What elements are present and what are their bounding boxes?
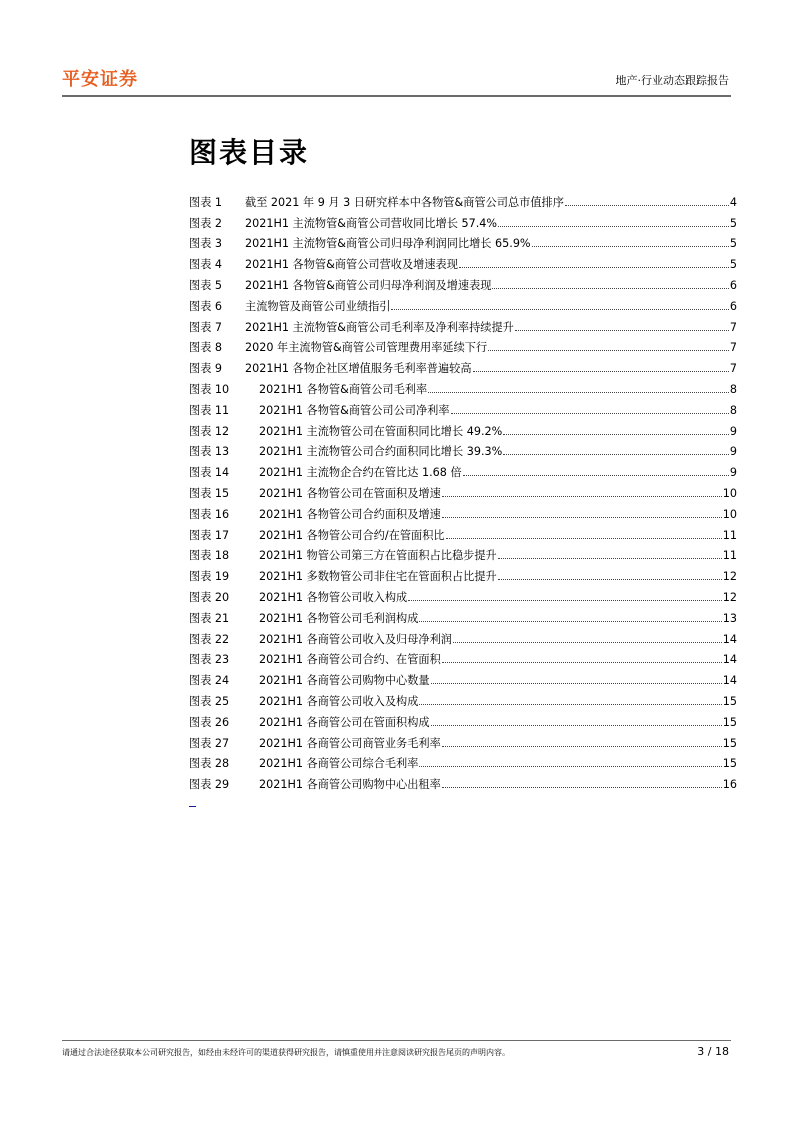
toc-entry-page: 14 xyxy=(722,653,737,667)
toc-dot-leader xyxy=(442,745,722,747)
toc-dot-leader xyxy=(442,516,722,518)
toc-entry[interactable] xyxy=(189,687,737,708)
page-number: 3 / 18 xyxy=(697,1045,729,1058)
toc-entry-title: 2021H1 多数物管公司非住宅在管面积占比提升 xyxy=(259,570,497,584)
toc-entry-label: 图表 23 xyxy=(189,653,230,667)
toc-entry-page: 8 xyxy=(729,403,737,417)
toc-dot-leader xyxy=(442,661,722,663)
toc-entry-label: 图表 28 xyxy=(189,757,230,771)
toc-dot-leader xyxy=(565,204,729,206)
toc-dot-leader xyxy=(391,308,728,310)
toc-entry-page: 4 xyxy=(729,195,737,209)
toc-entry[interactable] xyxy=(189,750,737,771)
toc-entry-title: 2021H1 各商管公司合约、在管面积 xyxy=(259,653,441,667)
toc-entry-title: 2021H1 各商管公司在管面积构成 xyxy=(259,715,430,729)
toc-entry[interactable] xyxy=(189,334,737,355)
toc-entry-label: 图表 2 xyxy=(189,216,223,230)
toc-dot-leader xyxy=(532,245,729,247)
toc-entry-title: 2021H1 各物管公司收入构成 xyxy=(259,590,408,604)
toc-dot-leader xyxy=(498,578,722,580)
toc-dot-leader xyxy=(498,557,722,559)
toc-entry-title: 主流物管及商管公司业绩指引 xyxy=(245,299,391,313)
toc-entry-label: 图表 3 xyxy=(189,237,223,251)
toc-entry-label: 图表 14 xyxy=(189,466,230,480)
toc-entry-title: 2021H1 各商管公司购物中心出租率 xyxy=(259,778,441,792)
toc-entry-page: 5 xyxy=(729,258,737,272)
toc-entry[interactable] xyxy=(189,375,737,396)
toc-entry-title: 2021H1 各商管公司收入及归母净利润 xyxy=(259,632,452,646)
toc-entry-page: 10 xyxy=(722,507,737,521)
toc-entry-label: 图表 17 xyxy=(189,528,230,542)
toc-dot-leader xyxy=(459,266,729,268)
toc-entry-title: 2021H1 主流物企合约在管比达 1.68 倍 xyxy=(259,466,462,480)
toc-dot-leader xyxy=(442,786,722,788)
toc-entry-title: 2021H1 各物企社区增值服务毛利率普遍较高 xyxy=(245,362,472,376)
toc-entry-page: 11 xyxy=(722,528,737,542)
toc-entry-title: 2021H1 各商管公司收入及构成 xyxy=(259,694,419,708)
toc-dot-leader xyxy=(419,765,721,767)
toc-dot-leader xyxy=(503,453,729,455)
toc-entry-page: 12 xyxy=(722,590,737,604)
toc-entry[interactable] xyxy=(189,188,737,209)
toc-entry-page: 5 xyxy=(729,216,737,230)
toc-entry[interactable] xyxy=(189,209,737,230)
toc-entry-label: 图表 20 xyxy=(189,590,230,604)
toc-entry-label: 图表 5 xyxy=(189,278,223,292)
stray-link-mark xyxy=(189,806,196,807)
toc-entry[interactable] xyxy=(189,583,737,604)
toc-entry[interactable] xyxy=(189,708,737,729)
toc-entry-page: 15 xyxy=(722,757,737,771)
toc-dot-leader xyxy=(419,703,721,705)
toc-entry-label: 图表 25 xyxy=(189,694,230,708)
toc-entry[interactable] xyxy=(189,666,737,687)
toc-dot-leader xyxy=(498,225,729,227)
toc-dot-leader xyxy=(473,370,729,372)
toc-dot-leader xyxy=(503,433,729,435)
toc-entry-page: 8 xyxy=(729,382,737,396)
toc-entry-title: 2021H1 各商管公司购物中心数量 xyxy=(259,674,430,688)
toc-entry-page: 14 xyxy=(722,632,737,646)
toc-entry-title: 2021H1 各商管公司综合毛利率 xyxy=(259,757,419,771)
toc-entry-page: 7 xyxy=(729,362,737,376)
toc-entry-page: 9 xyxy=(729,424,737,438)
toc-entry-label: 图表 19 xyxy=(189,570,230,584)
toc-entry[interactable] xyxy=(189,354,737,375)
toc-entry-title: 2021H1 各物管&商管公司归母净利润及增速表现 xyxy=(245,278,492,292)
toc-entry-title: 2020 年主流物管&商管公司管理费用率延续下行 xyxy=(245,341,488,355)
toc-entry[interactable] xyxy=(189,396,737,417)
toc-entry[interactable] xyxy=(189,230,737,251)
toc-entry[interactable] xyxy=(189,604,737,625)
toc-entry-page: 15 xyxy=(722,715,737,729)
toc-dot-leader xyxy=(408,599,722,601)
footer-divider xyxy=(62,1040,731,1041)
toc-entry-page: 15 xyxy=(722,694,737,708)
toc-dot-leader xyxy=(431,724,722,726)
toc-entry[interactable] xyxy=(189,542,737,563)
toc-entry-label: 图表 24 xyxy=(189,674,230,688)
toc-entry[interactable] xyxy=(189,562,737,583)
toc-entry-label: 图表 21 xyxy=(189,611,230,625)
toc-dot-leader xyxy=(419,620,721,622)
toc-entry-page: 6 xyxy=(729,278,737,292)
toc-dot-leader xyxy=(446,537,722,539)
toc-entry-page: 12 xyxy=(722,570,737,584)
toc-entry-label: 图表 22 xyxy=(189,632,230,646)
toc-entry-title: 2021H1 主流物管&商管公司营收同比增长 57.4% xyxy=(245,216,498,230)
toc-entry-title: 2021H1 物管公司第三方在管面积占比稳步提升 xyxy=(259,549,497,563)
toc-dot-leader xyxy=(428,391,729,393)
toc-entry[interactable] xyxy=(189,250,737,271)
toc-entry[interactable] xyxy=(189,500,737,521)
toc-entry-page: 9 xyxy=(729,466,737,480)
toc-entry-label: 图表 29 xyxy=(189,778,230,792)
toc-entry-page: 7 xyxy=(729,341,737,355)
toc-entry[interactable] xyxy=(189,438,737,459)
toc-entry-page: 5 xyxy=(729,237,737,251)
toc-entry[interactable] xyxy=(189,646,737,667)
toc-entry[interactable] xyxy=(189,770,737,791)
toc-entry-label: 图表 18 xyxy=(189,549,230,563)
toc-dot-leader xyxy=(488,349,729,351)
toc-entry-label: 图表 9 xyxy=(189,362,223,376)
toc-entry-title: 2021H1 各商管公司商管业务毛利率 xyxy=(259,736,441,750)
toc-entry-label: 图表 6 xyxy=(189,299,223,313)
toc-entry-page: 9 xyxy=(729,445,737,459)
toc-heading: 图表目录 xyxy=(189,136,310,169)
toc-dot-leader xyxy=(431,682,722,684)
toc-entry-title: 2021H1 各物管&商管公司毛利率 xyxy=(259,382,428,396)
toc-entry-page: 11 xyxy=(722,549,737,563)
brand-logo: 平安证券 xyxy=(62,69,138,90)
toc-entry-label: 图表 26 xyxy=(189,715,230,729)
toc-dot-leader xyxy=(442,495,722,497)
toc-entry-page: 15 xyxy=(722,736,737,750)
toc-entry-title: 截至 2021 年 9 月 3 日研究样本中各物管&商管公司总市值排序 xyxy=(245,195,564,209)
header-divider xyxy=(62,95,731,97)
toc-entry[interactable] xyxy=(189,417,737,438)
toc-entry[interactable] xyxy=(189,625,737,646)
toc-entry-page: 10 xyxy=(722,486,737,500)
toc-entry-label: 图表 4 xyxy=(189,258,223,272)
toc-dot-leader xyxy=(453,641,722,643)
toc-entry-label: 图表 27 xyxy=(189,736,230,750)
report-type-label: 地产·行业动态跟踪报告 xyxy=(615,74,729,87)
toc-entry-title: 2021H1 各物管公司合约/在管面积比 xyxy=(259,528,445,542)
toc-entry-page: 14 xyxy=(722,674,737,688)
toc-entry[interactable] xyxy=(189,729,737,750)
toc-dot-leader xyxy=(451,412,729,414)
toc-entry-title: 2021H1 主流物管&商管公司归母净利润同比增长 65.9% xyxy=(245,237,531,251)
toc-entry-label: 图表 16 xyxy=(189,507,230,521)
toc-entry-label: 图表 10 xyxy=(189,382,230,396)
toc-entry-page: 16 xyxy=(722,778,737,792)
footer-disclaimer: 请通过合法途径获取本公司研究报告，如经由未经许可的渠道获得研究报告，请慎重使用并注意阅读研究报告尾页的声明内容。 xyxy=(62,1048,510,1057)
toc-entry-label: 图表 13 xyxy=(189,445,230,459)
toc-entry-title: 2021H1 主流物管公司在管面积同比增长 49.2% xyxy=(259,424,503,438)
toc-entry[interactable] xyxy=(189,313,737,334)
toc-entry-label: 图表 11 xyxy=(189,403,230,417)
toc-entry[interactable] xyxy=(189,271,737,292)
toc-entry-label: 图表 15 xyxy=(189,486,230,500)
toc-dot-leader xyxy=(515,329,729,331)
toc-entry-title: 2021H1 各物管公司在管面积及增速 xyxy=(259,486,441,500)
toc-entry[interactable] xyxy=(189,521,737,542)
toc-list xyxy=(189,188,737,791)
toc-entry[interactable] xyxy=(189,292,737,313)
toc-dot-leader xyxy=(492,287,728,289)
toc-entry[interactable] xyxy=(189,458,737,479)
toc-entry-page: 13 xyxy=(722,611,737,625)
toc-entry-title: 2021H1 各物管公司合约面积及增速 xyxy=(259,507,441,521)
toc-entry-label: 图表 8 xyxy=(189,341,223,355)
toc-entry-label: 图表 7 xyxy=(189,320,223,334)
toc-entry[interactable] xyxy=(189,479,737,500)
toc-entry-label: 图表 12 xyxy=(189,424,230,438)
toc-entry-title: 2021H1 各物管&商管公司公司净利率 xyxy=(259,403,450,417)
toc-entry-page: 7 xyxy=(729,320,737,334)
toc-entry-title: 2021H1 主流物管&商管公司毛利率及净利率持续提升 xyxy=(245,320,514,334)
toc-dot-leader xyxy=(463,474,729,476)
toc-entry-title: 2021H1 各物管&商管公司营收及增速表现 xyxy=(245,258,458,272)
toc-entry-title: 2021H1 主流物管公司合约面积同比增长 39.3% xyxy=(259,445,503,459)
toc-entry-title: 2021H1 各物管公司毛利润构成 xyxy=(259,611,419,625)
toc-entry-page: 6 xyxy=(729,299,737,313)
toc-entry-label: 图表 1 xyxy=(189,195,223,209)
